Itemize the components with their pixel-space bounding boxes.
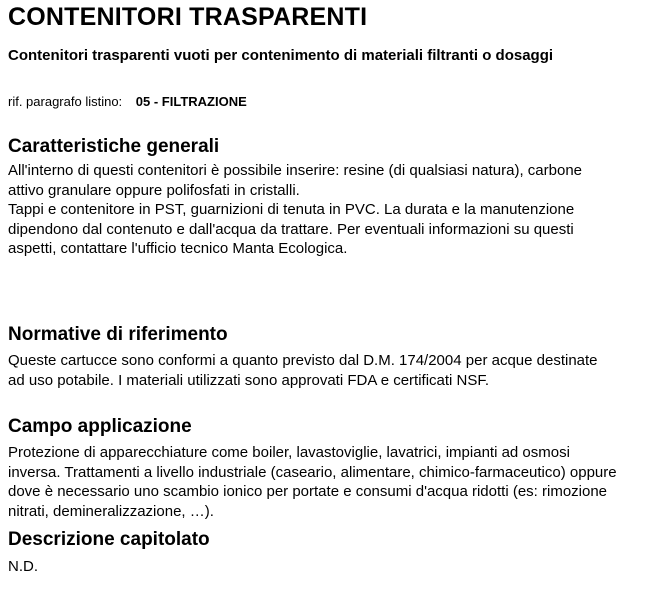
section-body-capitolato <box>8 557 618 577</box>
section-body-campo-applicazione <box>8 443 618 521</box>
reference-value: 05 - FILTRAZIONE <box>135 94 247 109</box>
paragraph: All'interno di questi contenitori è possibile inserire: resine (di qualsiasi natura), carbone attivo granulare oppure polifosfati in cristalli. <box>8 162 582 199</box>
paragraph: Protezione di apparecchiature come boiler, lavastoviglie, lavatrici, impianti ad osmosi inversa. Trattamenti a livello industriale (caseario, alimentare, chimico-farmaceutico) oppure dove è necessario uno scambio ionico per portate e consumi d'acqua ridotti (es: rimozione nitrati, demineralizzazione, …). <box>8 444 617 520</box>
page-subtitle: Contenitori trasparenti vuoti per contenimento di materiali filtranti o dosaggi <box>8 47 554 64</box>
paragraph: Queste cartucce sono conformi a quanto previsto dal D.M. 174/2004 per acque destinate ad uso potabile. I materiali utilizzati sono approvati FDA e certificati NSF. <box>8 352 598 389</box>
paragraph: Tappi e contenitore in PST, guarnizioni di tenuta in PVC. La durata e la manutenzione dipendono dal contenuto e dall'acqua da trattare. Per eventuali informazioni su questi aspetti, contattare l'ufficio tecnico Manta Ecologica. <box>8 201 575 257</box>
page-title: CONTENITORI TRASPARENTI <box>8 3 368 31</box>
reference-label: rif. paragrafo listino: <box>8 94 123 109</box>
section-heading-campo-applicazione: Campo applicazione <box>8 416 192 437</box>
section-body-caratteristiche <box>8 161 618 259</box>
section-body-normative <box>8 351 618 390</box>
section-heading-caratteristiche: Caratteristiche generali <box>8 136 220 157</box>
paragraph: N.D. <box>8 558 38 575</box>
reference-line <box>8 93 247 111</box>
section-heading-capitolato: Descrizione capitolato <box>8 529 210 550</box>
section-heading-normative: Normative di riferimento <box>8 324 228 345</box>
